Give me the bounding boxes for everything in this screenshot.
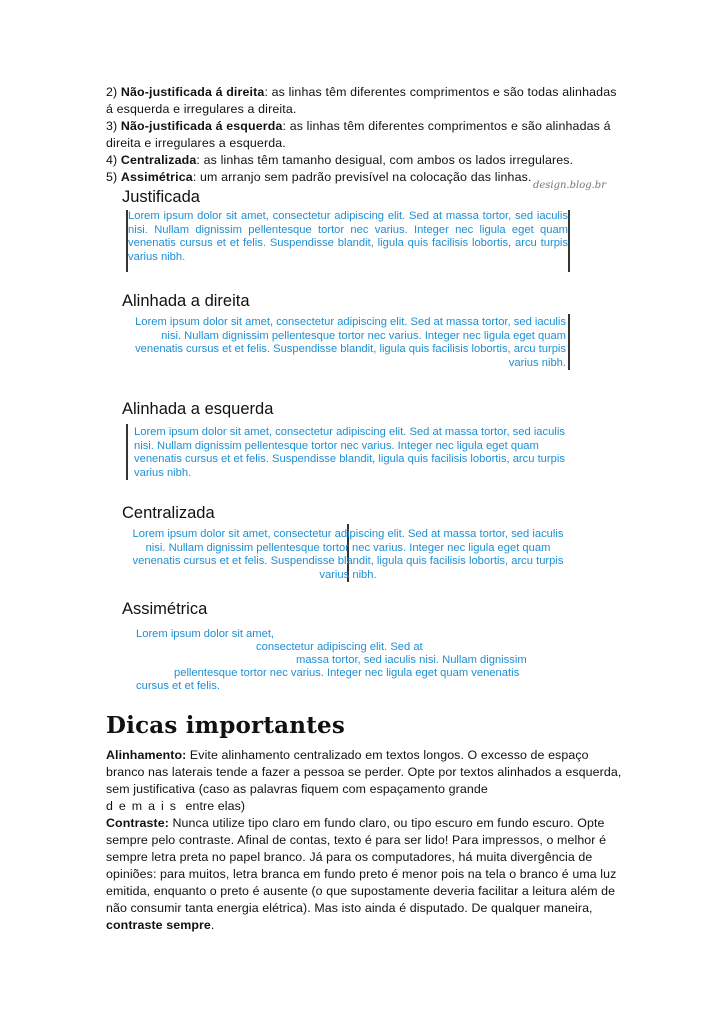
left-aligned-sample-text: Lorem ipsum dolor sit amet, consectetur adipiscing elit. Sed at massa tortor, sed iaculis nisi. Nullam dignissim pellentesque tortor nec varius. Integer nec ligula eget quam venenatis cursus et et felis. Suspendisse blandit, ligula quis facilisis lobortis, arcu turpis varius nibh. (134, 426, 565, 479)
spaced-word: demais (106, 799, 182, 813)
item-term: Não-justificada á esquerda (120, 119, 283, 133)
item-number: 2) (106, 85, 121, 99)
right-aligned-title: Alinhada a direita (122, 292, 250, 310)
tip-text: entre elas) (181, 799, 246, 813)
alignment-examples-figure (106, 178, 626, 698)
intro-list (106, 84, 626, 186)
tips-body (106, 747, 628, 934)
centered-sample-text: Lorem ipsum dolor sit amet, consectetur adipiscing elit. Sed at massa tortor, sed iaculis nisi. Nullam dignissim pellentesque tortor nec varius. Integer nec ligula eget quam venenatis cursus et et felis. Suspendisse blandit, ligula quis facilisis lobortis, arcu turpis varius nibh. (132, 528, 564, 581)
item-description: : as linhas têm diferentes comprimentos e são todas alinhadas á esquerda e irregulares a direita. (106, 85, 617, 116)
emphasis-text: contraste sempre (106, 918, 211, 932)
centered-title: Centralizada (122, 504, 215, 522)
tip-text: Evite alinhamento centralizado em textos longos. O excesso de espaço branco nas laterais tende a fazer a pessoa se perder. Opte por textos alinhados a esquerda, sem justificativa (caso as palavras fiquem com espaçamento grande (106, 748, 622, 796)
asymmetric-title: Assimétrica (122, 600, 208, 618)
item-number: 5) (106, 170, 121, 184)
item-term: Centralizada (120, 153, 197, 167)
asymmetric-line: Lorem ipsum dolor sit amet, (136, 628, 275, 640)
item-description: : as linhas têm diferentes comprimentos e são alinhadas á direita e irregulares a esquerda. (106, 119, 611, 150)
asymmetric-line: consectetur adipiscing elit. Sed at (256, 641, 423, 653)
item-number: 3) (106, 119, 121, 133)
asymmetric-line: pellentesque tortor nec varius. Integer nec ligula eget quam venenatis (174, 667, 520, 679)
tip-label: Contraste: (106, 816, 169, 830)
item-description: : as linhas têm tamanho desigual, com ambos os lados irregulares. (196, 153, 574, 167)
tip-text: Nunca utilize tipo claro em fundo claro, ou tipo escuro em fundo escuro. Opte sempre pelo contraste. Afinal de contas, texto é para ser lido! Para impressos, o melhor é sempre letra preta no papel branco. Já para os computadores, há muita divergência de opiniões: para muitos, letra branca em fundo preto é menor pois na tela o branco é uma luz emitida, enquanto o preto é ausente (o que supostamente deveria facilitar a leitura além de não consumir tanta energia elétrica). Mas isto ainda é disputado. De qualquer maneira, (106, 816, 617, 915)
left-guide-line (126, 424, 128, 480)
item-description: : um arranjo sem padrão previsível na colocação das linhas. (192, 170, 532, 184)
item-number: 4) (106, 153, 121, 167)
tip-text: . (210, 918, 215, 932)
intro-item-3 (106, 118, 626, 152)
tip-label: Alinhamento: (106, 748, 187, 762)
figure-signature: design.blog.br (532, 180, 606, 191)
section-heading: Dicas importantes (106, 712, 346, 739)
alignment-tip (106, 747, 628, 815)
right-guide-line (568, 210, 570, 272)
intro-item-2 (106, 84, 626, 118)
item-term: Assimétrica (120, 170, 193, 184)
justified-sample-text: Lorem ipsum dolor sit amet, consectetur adipiscing elit. Sed at massa tortor, sed iaculis nisi. Nullam dignissim pellentesque tortor nec varius. Integer nec ligula eget quam venenatis cursus et et felis. Suspendisse blandit, ligula quis facilisis lobortis, arcu turpis varius nibh. (128, 210, 568, 263)
intro-item-4 (106, 152, 626, 169)
asymmetric-line: cursus et et felis. (136, 680, 220, 692)
left-aligned-title: Alinhada a esquerda (122, 400, 274, 418)
asymmetric-line: massa tortor, sed iaculis nisi. Nullam dignissim (296, 654, 527, 666)
item-term: Não-justificada á direita (120, 85, 265, 99)
right-aligned-sample-text: Lorem ipsum dolor sit amet, consectetur adipiscing elit. Sed at massa tortor, sed iaculis nisi. Nullam dignissim pellentesque tortor nec varius. Integer nec ligula eget quam venenatis cursus et et felis. Suspendisse blandit, ligula quis facilisis lobortis, arcu turpis varius nibh. (135, 316, 566, 369)
right-guide-line (568, 314, 570, 370)
justified-title: Justificada (122, 188, 200, 206)
contrast-tip (106, 815, 628, 934)
